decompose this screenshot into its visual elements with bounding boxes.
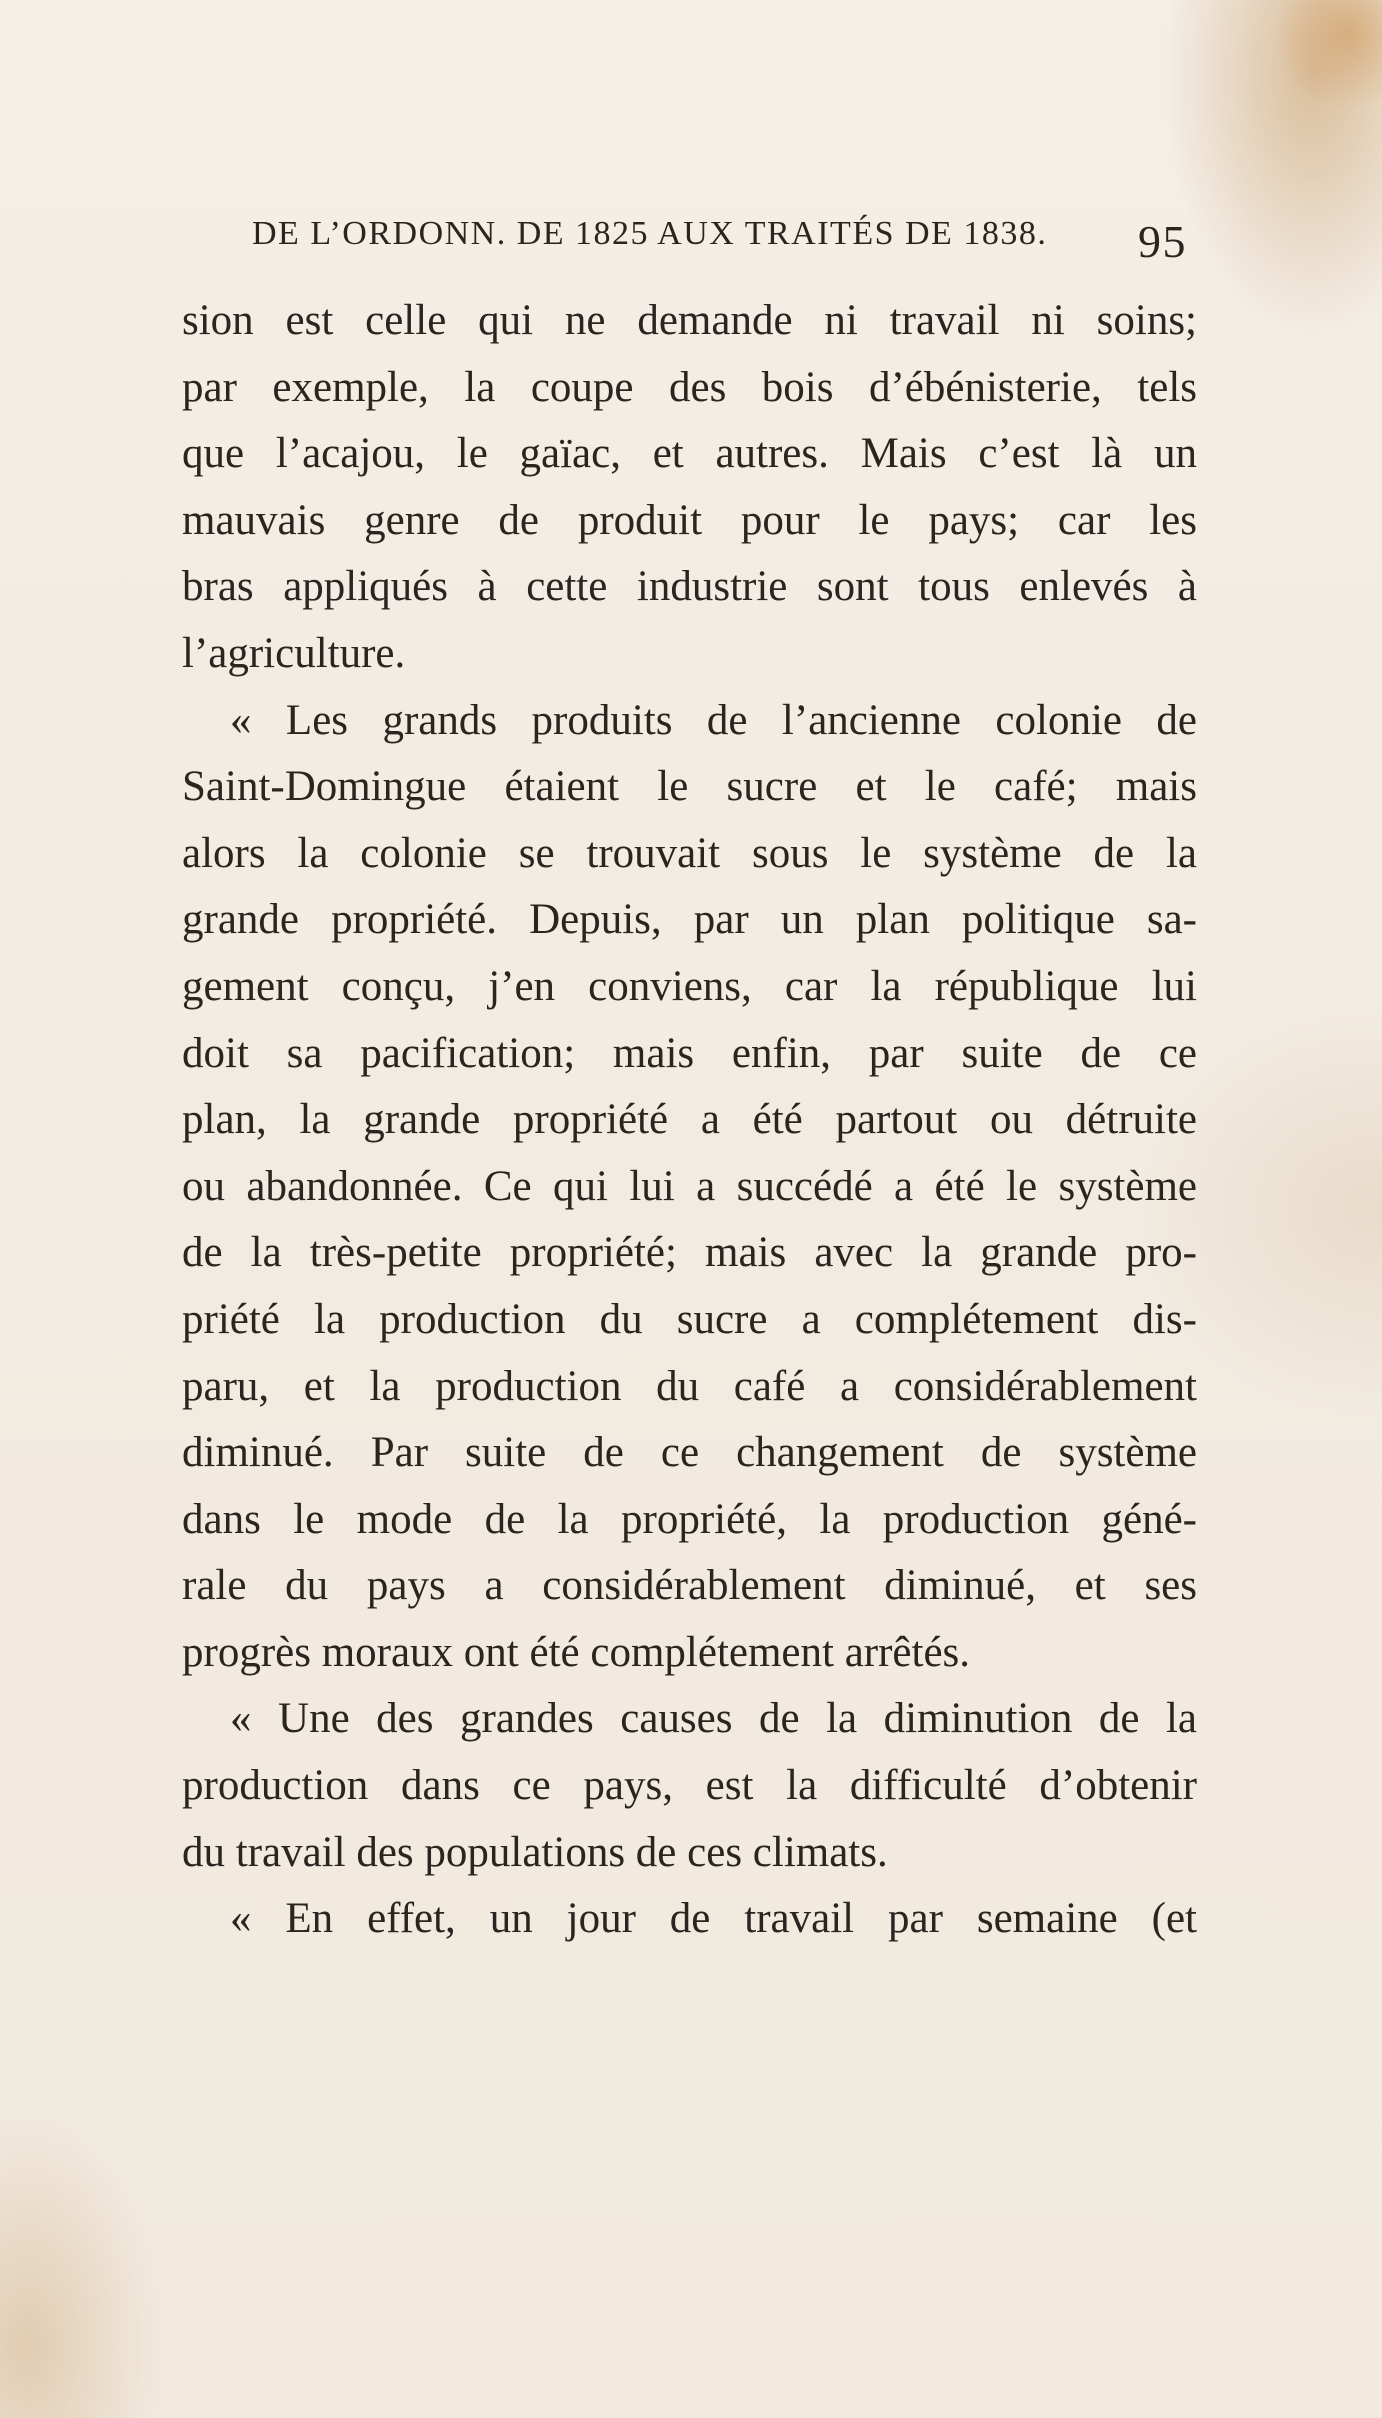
text-line: priété la production du sucre a complétement dis- xyxy=(182,1295,1197,1343)
text-line: dans le mode de la propriété, la production géné- xyxy=(182,1495,1197,1543)
text-line: ou abandonnée. Ce qui lui a succédé a été le système xyxy=(182,1162,1197,1210)
text-line: doit sa pacification; mais enfin, par suite de ce xyxy=(182,1029,1197,1077)
text-line: paru, et la production du café a considérablement xyxy=(182,1362,1197,1410)
text-line: « En effet, un jour de travail par semaine (et xyxy=(230,1895,1197,1943)
body-text xyxy=(182,288,1197,1953)
running-head-title: DE L’ORDONN. DE 1825 AUX TRAITÉS DE 1838. xyxy=(252,215,1048,252)
text-line: diminué. Par suite de ce changement de système xyxy=(182,1429,1197,1477)
text-line: production dans ce pays, est la difficulté d’obtenir xyxy=(182,1762,1197,1810)
text-line: Saint-Domingue étaient le sucre et le café; mais xyxy=(182,763,1197,811)
text-line: plan, la grande propriété a été partout ou détruite xyxy=(182,1096,1197,1144)
text-line: du travail des populations de ces climats. xyxy=(182,1828,888,1876)
text-line: l’agriculture. xyxy=(182,629,406,677)
page-number: 95 xyxy=(1138,216,1187,267)
text-line: « Une des grandes causes de la diminution de la xyxy=(230,1695,1197,1743)
text-line: mauvais genre de produit pour le pays; car les xyxy=(182,496,1197,544)
text-line: rale du pays a considérablement diminué, et ses xyxy=(182,1562,1197,1610)
text-line: « Les grands produits de l’ancienne colonie de xyxy=(230,696,1197,744)
text-line: progrès moraux ont été complétement arrêtés. xyxy=(182,1628,971,1676)
running-head xyxy=(252,215,1187,275)
text-line: de la très-petite propriété; mais avec la grande pro- xyxy=(182,1229,1197,1277)
text-line: gement conçu, j’en conviens, car la république lui xyxy=(182,962,1197,1010)
paper-stain xyxy=(1272,0,1382,110)
text-line: bras appliqués à cette industrie sont tous enlevés à xyxy=(182,563,1197,611)
text-line: par exemple, la coupe des bois d’ébénisterie, tels xyxy=(182,363,1197,411)
text-line: que l’acajou, le gaïac, et autres. Mais c’est là un xyxy=(182,430,1197,478)
text-line: alors la colonie se trouvait sous le système de la xyxy=(182,829,1197,877)
text-line: sion est celle qui ne demande ni travail ni soins; xyxy=(182,297,1197,344)
text-line: grande propriété. Depuis, par un plan politique sa- xyxy=(182,896,1197,944)
